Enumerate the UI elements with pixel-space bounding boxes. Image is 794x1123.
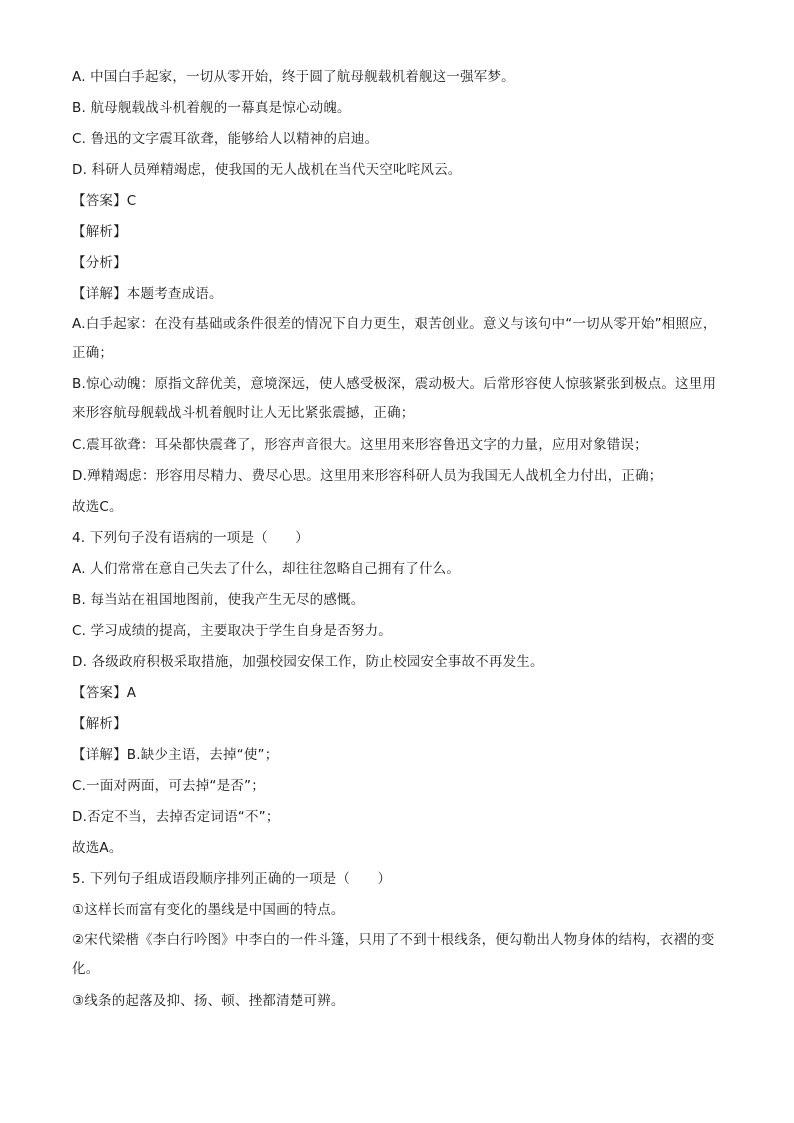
- q4-detail-b: 【详解】B.缺少主语，去掉“使”；: [72, 747, 279, 763]
- detail-line: 【详解】本题考查成语。: [72, 286, 223, 302]
- analysis-heading: 【解析】: [72, 224, 127, 240]
- q5-sentence-1: ①这样长而富有变化的墨线是中国画的特点。: [72, 902, 345, 918]
- q4-option-a: A. 人们常常在意自己失去了什么，却往往忽略自己拥有了什么。: [72, 561, 461, 577]
- document-page: [72, 62, 724, 1017]
- option-line-a: A. 中国白手起家，一切从零开始，终于圆了航母舰载机着舰这一强军梦。: [72, 69, 515, 85]
- q4-analysis-heading: 【解析】: [72, 716, 127, 732]
- option-line-b: B. 航母舰载战斗机着舰的一幕真是惊心动魄。: [72, 100, 351, 116]
- question-5: 5. 下列句子组成语段顺序排列正确的一项是（ ）: [72, 871, 392, 887]
- q4-detail-d: D.否定不当，去掉否定词语“不”；: [72, 809, 280, 825]
- explanation-b: B.惊心动魄：原指文辞优美，意境深远，使人感受极深，震动极大。后常形容使人惊骇紧张到极点。这里用来形容航母舰载战斗机着舰时让人无比紧张震撼，正确；: [72, 376, 717, 421]
- explanation-c: C.震耳欲聋：耳朵都快震聋了，形容声音很大。这里用来形容鲁迅文字的力量，应用对象错误；: [72, 437, 648, 453]
- q4-option-c: C. 学习成绩的提高，主要取决于学生自身是否努力。: [72, 623, 393, 639]
- q4-conclusion: 故选A。: [72, 840, 123, 856]
- q4-answer: 【答案】A: [72, 685, 137, 701]
- conclusion-line: 故选C。: [72, 499, 123, 515]
- explanation-a: A.白手起家：在没有基础或条件很差的情况下自力更生，艰苦创业。意义与该句中“一切从零开始”相照应，正确；: [72, 316, 717, 361]
- q4-detail-c: C.一面对两面，可去掉“是否”；: [72, 778, 265, 794]
- option-line-d: D. 科研人员殚精竭虑，使我国的无人战机在当代天空叱咤风云。: [72, 162, 462, 178]
- q4-option-b: B. 每当站在祖国地图前，使我产生无尽的感慨。: [72, 592, 365, 608]
- q5-sentence-3: ③线条的起落及抑、扬、顿、挫都清楚可辨。: [72, 993, 345, 1009]
- answer-line: 【答案】C: [72, 193, 137, 209]
- explanation-d: D.殚精竭虑：形容用尽精力、费尽心思。这里用来形容科研人员为我国无人战机全力付出，正确；: [72, 468, 663, 484]
- q4-option-d: D. 各级政府积极采取措施，加强校园安保工作，防止校园安全事故不再发生。: [72, 654, 544, 670]
- q5-sentence-2: ②宋代梁楷《李白行吟图》中李白的一件斗篷，只用了不到十根线条，便勾勒出人物身体的结构，衣褶的变化。: [72, 932, 715, 977]
- fenxi-heading: 【分析】: [72, 255, 127, 271]
- question-4: 4. 下列句子没有语病的一项是（ ）: [72, 530, 309, 546]
- option-line-c: C. 鲁迅的文字震耳欲聋，能够给人以精神的启迪。: [72, 131, 379, 147]
